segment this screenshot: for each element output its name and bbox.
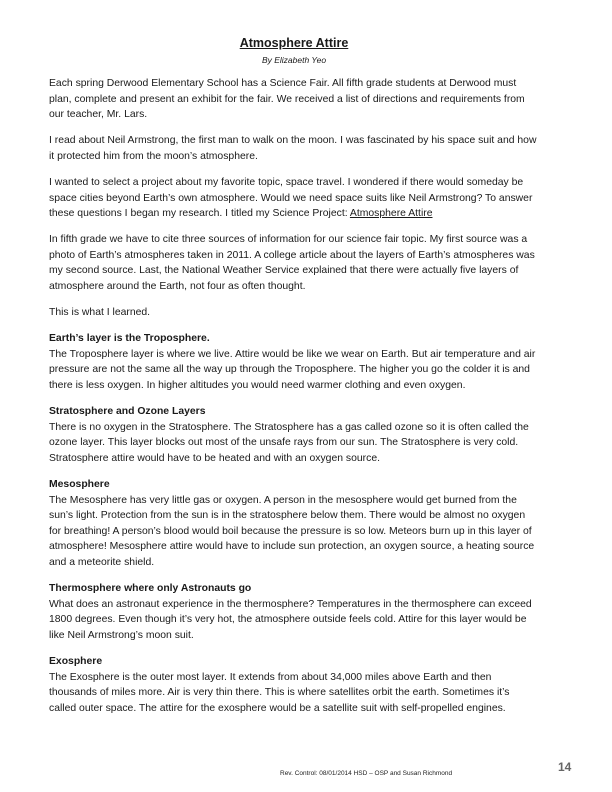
section-mesosphere — [49, 477, 537, 571]
section-stratosphere — [49, 404, 537, 466]
page-number: 14 — [558, 760, 572, 774]
revision-footer: Rev. Control: 08/01/2014 HSD – OSP and Susan Richmond — [280, 770, 453, 777]
section-exosphere — [49, 654, 537, 716]
document-title: Atmosphere Attire — [239, 36, 349, 50]
section-heading: Stratosphere and Ozone Layers — [49, 406, 206, 418]
learned-paragraph: This is what I learned. — [49, 307, 151, 319]
project-title: Atmosphere Attire — [349, 208, 433, 220]
section-text: What does an astronaut experience in the thermosphere? Temperatures in the thermosphere can exceed 1800 degrees. Even though it’s very hot, the atmosphere outside feels cold. Attire for this layer would be like Neil Armstrong’s moon suit. — [49, 598, 532, 641]
project-paragraph — [49, 175, 537, 222]
section-heading: Mesosphere — [49, 478, 110, 490]
intro-paragraph: I read about Neil Armstrong, the first man to walk on the moon. I was fascinated by his space suit and how it protected him from the moon’s atmosphere. — [49, 135, 537, 162]
sources-paragraph: In fifth grade we have to cite three sources of information for our science fair topic. My first source was a photo of Earth’s atmospheres taken in 2011. A college article about the layers of Earth’s atmospheres was my second source. Last, the National Weather Service explained that there were actually five layers of atmosphere around the Earth, not four as often thought. — [49, 234, 535, 293]
section-thermosphere — [49, 581, 537, 643]
section-troposphere — [49, 331, 537, 393]
project-paragraph-text: I wanted to select a project about my favorite topic, space travel. I wondered if there would someday be space cities beyond Earth’s own atmosphere. Would we need space suits like Neil Armstrong? To answer these questions I began my research. I titled my Science Project: — [49, 176, 533, 220]
intro-paragraph: Each spring Derwood Elementary School has a Science Fair. All fifth grade students at Derwood must plan, complete and present an exhibit for the fair. We received a list of directions and requirements from our teacher, Mr. Lars. — [49, 78, 525, 121]
section-heading: Earth’s layer is the Troposphere. — [49, 333, 210, 345]
section-heading: Exosphere — [49, 655, 103, 667]
section-text: There is no oxygen in the Stratosphere. The Stratosphere has a gas called ozone so it is often called the ozone layer. This layer blocks out most of the unsafe rays from our sun. The Stratosphere is very cold. Stratosphere attire would have to be heated and with an oxygen source. — [49, 421, 529, 464]
section-text: The Exosphere is the outer most layer. It extends from about 34,000 miles above Earth and then thousands of miles more. Air is very thin there. This is where satellites orbit the earth. Sometimes it’s called outer space. The attire for the exosphere would be a satellite suit with self-propelled engines. — [49, 671, 510, 714]
document-body — [49, 76, 537, 727]
section-heading: Thermosphere where only Astronauts go — [49, 583, 252, 595]
section-text: The Troposphere layer is where we live. Attire would be like we wear on Earth. But air temperature and air pressure are not the same all the way up through the Troposphere. The higher you go the colder it is and there is less oxygen. In higher altitudes you would need warmer clothing and even oxygen. — [49, 348, 536, 391]
section-text: The Mesosphere has very little gas or oxygen. A person in the mesosphere would get burned from the sun’s light. Protection from the sun is in the stratosphere below them. There would be almost no oxygen for breathing! A person’s blood would boil because the pressure is so low. Meteors burn up in this layer of atmosphere! Mesosphere attire would have to include sun protection, an oxygen source, a heating source and a meteorite shield. — [49, 494, 535, 568]
author-byline: By Elizabeth Yeo — [261, 55, 327, 65]
